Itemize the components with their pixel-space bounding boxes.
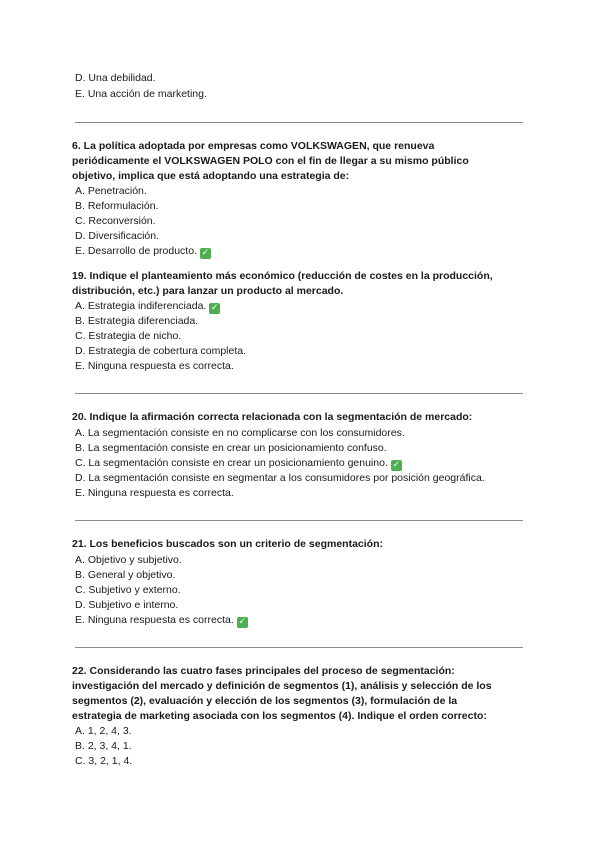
question-text-line: 19. Indique el planteamiento más económico (reducción de costes en la producción, [72, 270, 493, 282]
divider [75, 122, 523, 123]
option-c: C. Estrategia de nicho. [75, 330, 182, 342]
question-text-line: 22. Considerando las cuatro fases principales del proceso de segmentación: [72, 665, 455, 677]
option-a: A. 1, 2, 4, 3. [75, 725, 132, 737]
option-text: E. Desarrollo de producto. [75, 245, 197, 257]
question-text-line: 21. Los beneficios buscados son un criterio de segmentación: [72, 538, 383, 550]
question-text-line: distribución, etc.) para lanzar un producto al mercado. [72, 285, 344, 297]
question-21 [72, 537, 522, 552]
option-e: E. Ninguna respuesta es correcta. [75, 360, 234, 372]
option-b: B. Reformulación. [75, 200, 159, 212]
option-a: A. La segmentación consiste en no complicarse con los consumidores. [75, 427, 405, 439]
option-a: A. Penetración. [75, 185, 147, 197]
option-c: C. 3, 2, 1, 4. [75, 755, 133, 767]
check-mark-icon: ✓ [201, 248, 210, 258]
option-d: D. Una debilidad. [75, 72, 156, 84]
option-e: E. Una acción de marketing. [75, 88, 207, 100]
check-mark-icon: ✓ [211, 303, 219, 313]
option-b: B. Estrategia diferenciada. [75, 315, 199, 327]
option-c: C. Subjetivo y externo. [75, 584, 181, 596]
option-e-correct [75, 244, 211, 259]
divider [75, 393, 523, 394]
option-d: D. La segmentación consiste en segmentar a los consumidores por posición geográfica. [75, 472, 485, 484]
question-text-line: periódicamente el VOLKSWAGEN POLO con el fin de llegar a su mismo público [72, 155, 469, 167]
option-text: E. Ninguna respuesta es correcta. [75, 614, 234, 626]
option-c: C. Reconversión. [75, 215, 156, 227]
option-d: D. Estrategia de cobertura completa. [75, 345, 247, 357]
question-text-line: 20. Indique la afirmación correcta relacionada con la segmentación de mercado: [72, 411, 473, 423]
option-e-correct [75, 613, 248, 628]
option-d: D. Diversificación. [75, 230, 160, 242]
option-b: B. La segmentación consiste en crear un posicionamiento confuso. [75, 442, 387, 454]
question-text-line: objetivo, implica que está adoptando una estrategia de: [72, 170, 350, 182]
check-mark-icon: ✓ [392, 460, 401, 470]
option-a-correct [75, 299, 220, 314]
question-text-line: segmentos (2), evaluación y elección de los segmentos (3), formulación de la [72, 695, 458, 707]
divider [75, 647, 523, 648]
divider [75, 520, 523, 521]
option-a: A. Objetivo y subjetivo. [75, 554, 182, 566]
option-text: C. La segmentación consiste en crear un posicionamiento genuino. [75, 457, 388, 469]
option-c-correct [75, 456, 402, 471]
question-22 [72, 664, 522, 724]
question-20 [72, 410, 522, 425]
option-text: A. Estrategia indiferenciada. [75, 300, 207, 312]
question-text-line: investigación del mercado y definición de segmentos (1), análisis y selección de los [72, 680, 492, 692]
question-6 [72, 139, 522, 184]
option-b: B. General y objetivo. [75, 569, 176, 581]
question-text-line: 6. La política adoptada por empresas como VOLKSWAGEN, que renueva [72, 140, 435, 152]
question-text-line: estrategia de marketing asociada con los segmentos (4). Indique el orden correcto: [72, 710, 487, 722]
question-19 [72, 269, 522, 299]
option-e: E. Ninguna respuesta es correcta. [75, 487, 234, 499]
option-b: B. 2, 3, 4, 1. [75, 740, 132, 752]
option-d: D. Subjetivo e interno. [75, 599, 179, 611]
check-mark-icon: ✓ [238, 617, 247, 627]
